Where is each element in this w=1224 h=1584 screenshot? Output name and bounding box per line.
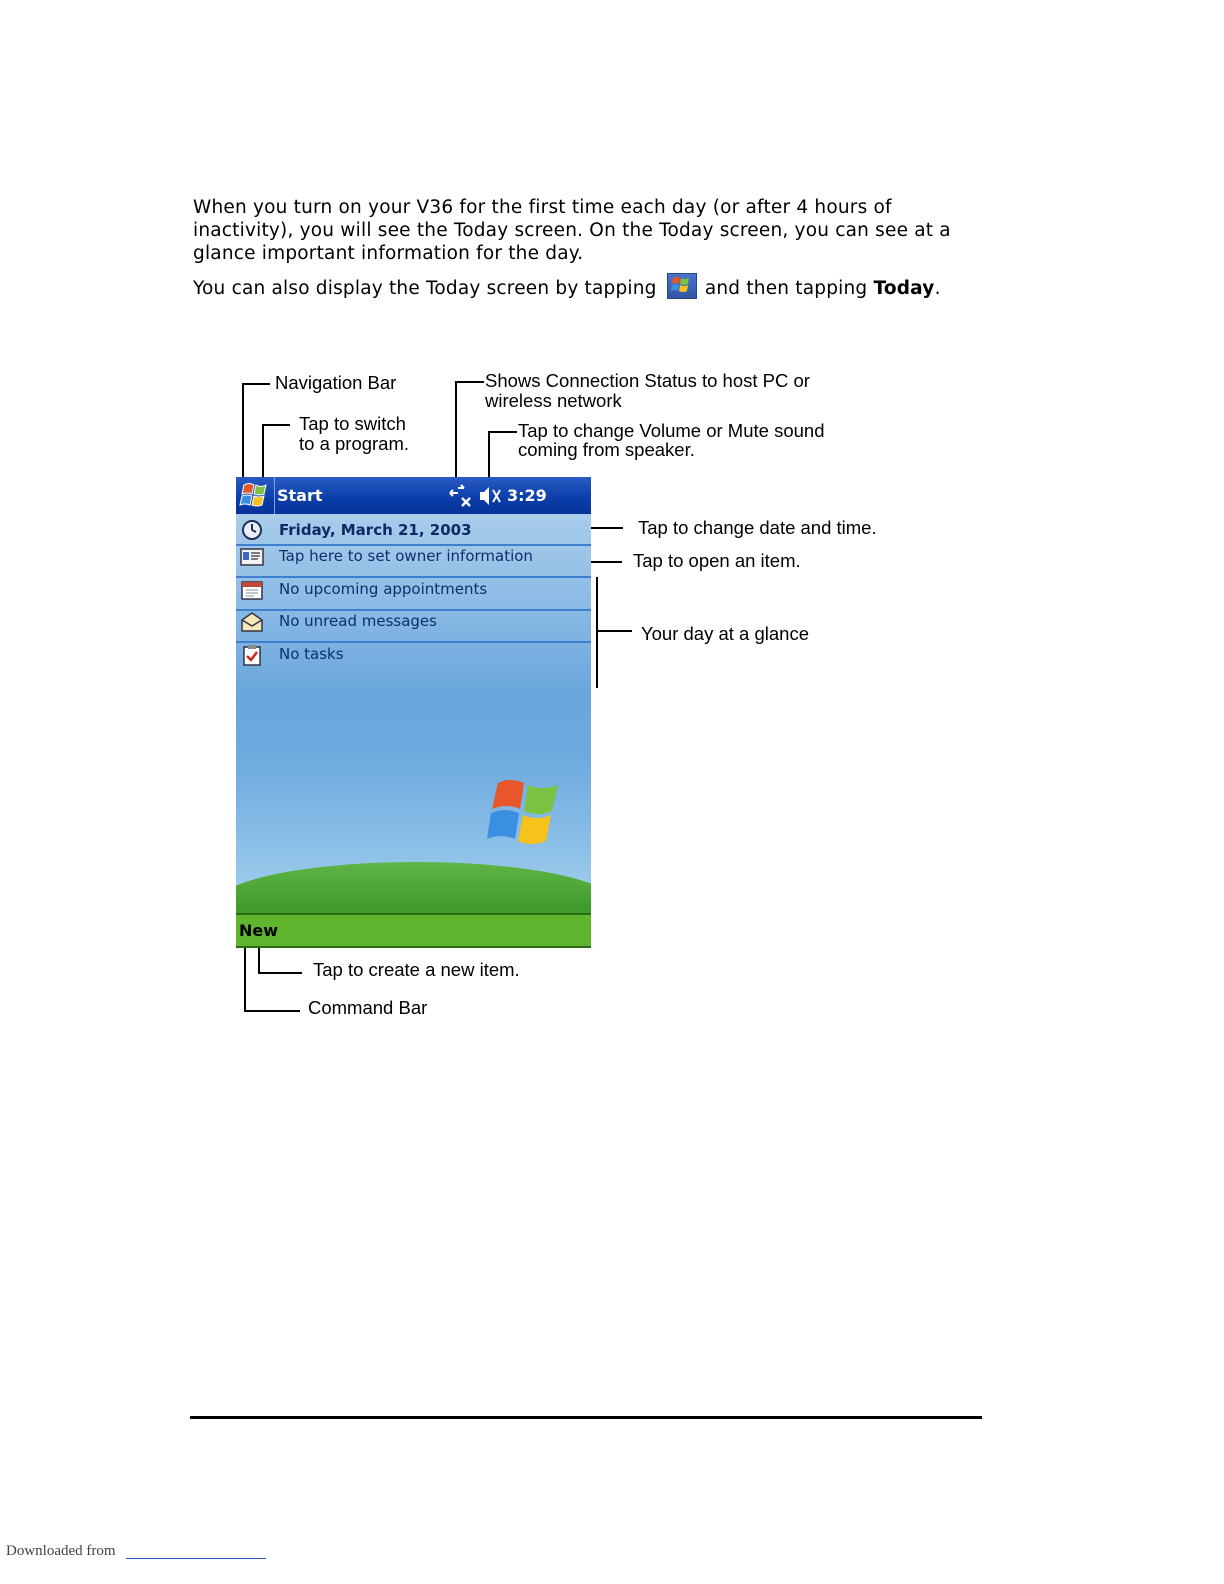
downloaded-from-text: Downloaded from xyxy=(6,1543,116,1559)
owner-card-icon xyxy=(240,546,264,568)
callout-day-glance: Your day at a glance xyxy=(641,623,809,644)
callout-date-time: Tap to change date and time. xyxy=(638,517,877,538)
calendar-icon xyxy=(240,579,264,601)
leader-day-glance-bracket xyxy=(596,577,598,688)
leader-command-bar-horizontal xyxy=(244,1010,300,1012)
leader-switch-horizontal xyxy=(262,424,290,426)
today-row-tasks[interactable] xyxy=(236,639,591,671)
start-label[interactable]: Start xyxy=(277,486,323,505)
callout-volume-line1: Tap to change Volume or Mute sound xyxy=(518,420,825,441)
callout-command-bar: Command Bar xyxy=(308,997,428,1018)
leader-switch-vertical xyxy=(262,424,264,479)
tasks-clipboard-icon xyxy=(240,644,264,666)
intro-p2-after: and then tapping xyxy=(704,278,868,299)
footer-rule xyxy=(190,1416,982,1419)
leader-volume-horizontal xyxy=(488,431,517,433)
start-flag-icon xyxy=(238,480,272,512)
appointments-text: No upcoming appointments xyxy=(279,580,488,598)
today-row-owner[interactable] xyxy=(236,541,591,573)
messages-text: No unread messages xyxy=(279,612,437,630)
wallpaper-sky xyxy=(236,513,591,913)
callout-connection-line1: Shows Connection Status to host PC or xyxy=(485,370,810,391)
leader-new-item-horizontal xyxy=(258,972,302,974)
callout-switch-program-line2: to a program. xyxy=(299,433,410,454)
callout-open-item: Tap to open an item. xyxy=(633,550,801,571)
leader-navigation-bar-vertical xyxy=(242,383,244,479)
windows-logo-icon xyxy=(486,777,568,849)
start-button[interactable] xyxy=(236,477,275,514)
intro-p2-end: . xyxy=(934,278,941,299)
leader-connection-horizontal xyxy=(455,381,484,383)
command-bar xyxy=(236,913,591,948)
clock-icon xyxy=(240,519,264,541)
intro-today-word: Today xyxy=(873,278,935,299)
today-screen xyxy=(236,477,591,948)
intro-paragraph-2 xyxy=(193,273,993,300)
navigation-bar xyxy=(236,477,591,514)
leader-navigation-bar-horizontal xyxy=(242,383,270,385)
callout-new-item: Tap to create a new item. xyxy=(313,959,520,980)
callout-switch-program-line1: Tap to switch xyxy=(299,413,406,434)
tasks-text: No tasks xyxy=(279,645,344,663)
volume-mute-icon[interactable] xyxy=(478,485,504,507)
leader-command-bar-vertical xyxy=(244,946,246,1012)
callout-navigation-bar: Navigation Bar xyxy=(275,372,397,393)
date-text: Friday, March 21, 2003 xyxy=(279,521,472,539)
start-menu-icon xyxy=(667,273,697,299)
callout-connection-line2: wireless network xyxy=(485,390,622,411)
downloaded-link-underline[interactable] xyxy=(126,1558,266,1559)
leader-new-item-vertical xyxy=(258,946,260,974)
intro-paragraph-1: When you turn on your V36 for the first time each day (or after 4 hours of inactivity), you will see the Today screen. On the Today screen, you can see at a glance important information for the day. xyxy=(193,197,951,264)
connection-status-icon[interactable] xyxy=(448,484,474,508)
clock-display[interactable]: 3:29 xyxy=(507,486,547,505)
envelope-icon xyxy=(240,611,264,633)
today-row-messages[interactable] xyxy=(236,606,591,638)
callout-volume-line2: coming from speaker. xyxy=(518,439,695,460)
owner-text: Tap here to set owner information xyxy=(279,547,533,565)
leader-volume-vertical xyxy=(488,431,490,479)
intro-p2-before: You can also display the Today screen by tapping xyxy=(193,278,657,299)
leader-connection-vertical xyxy=(455,381,457,479)
intro-text xyxy=(193,196,993,308)
today-row-appointments[interactable] xyxy=(236,574,591,606)
new-button[interactable]: New xyxy=(239,921,279,940)
leader-day-glance-horizontal xyxy=(596,630,632,632)
